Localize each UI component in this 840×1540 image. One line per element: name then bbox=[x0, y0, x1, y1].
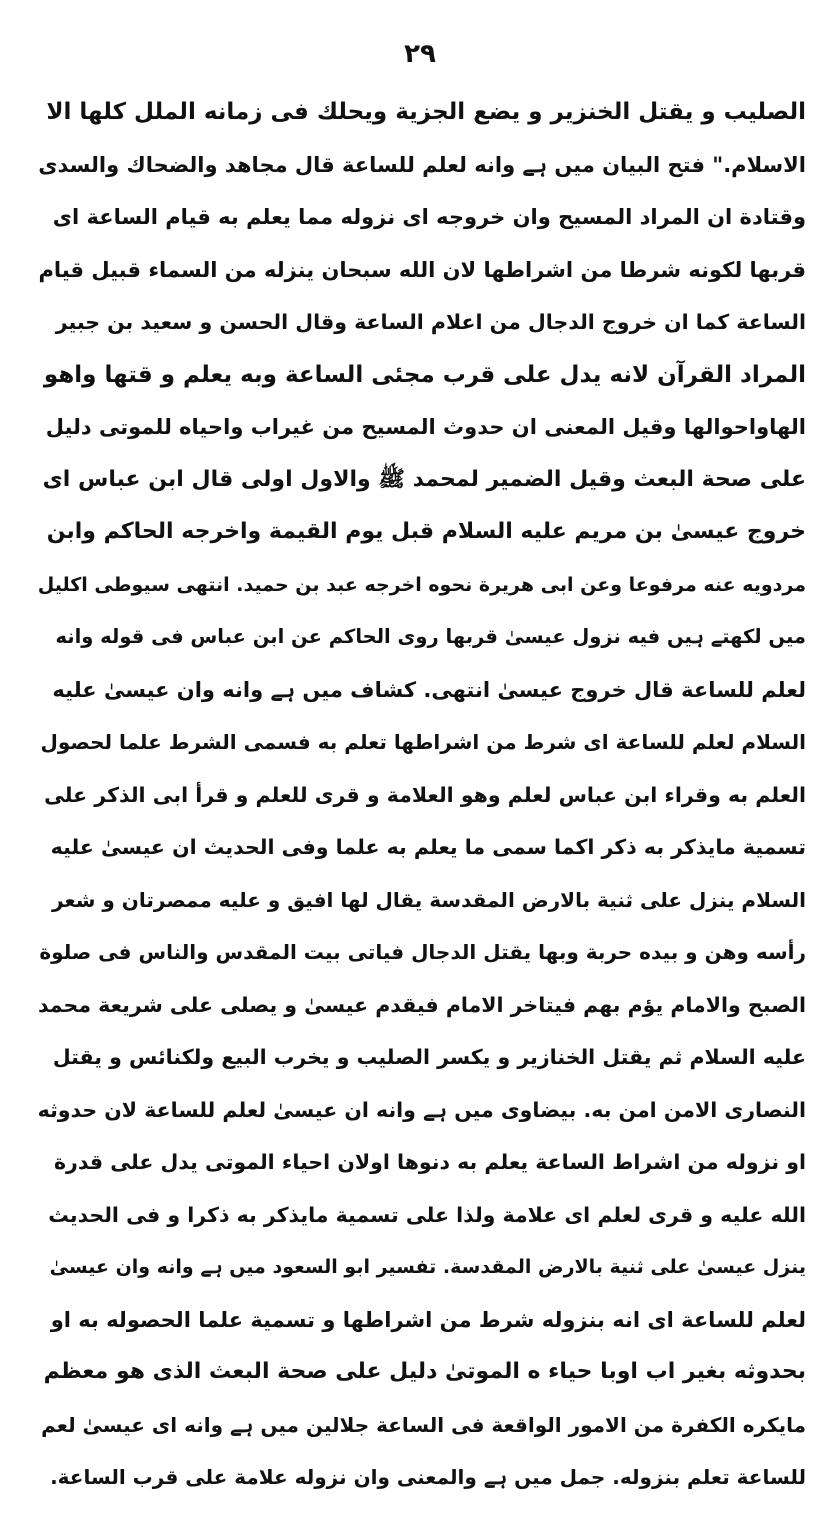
text-line: الصليب و يقتل الخنزير و يضع الجزية ويحلك فى زمانه الملل كلها الا bbox=[46, 99, 806, 125]
text-line: المراد القرآن لانه يدل على قرب مجئى الساعة وبه يعلم و قتها واهو bbox=[43, 361, 806, 388]
text-line: مايكره الكفرة من الامور الواقعة فى الساعة جلالين میں ہے وانه اى عيسىٰ لعم bbox=[41, 1412, 806, 1437]
text-line: الاسلام." فتح البيان میں ہے وانه لعلم للساعة قال مجاهد والضحاك والسدى bbox=[38, 152, 806, 177]
text-line: الساعة كما ان خروج الدجال من اعلام الساعة وقال الحسن و سعيد بن جبير bbox=[55, 310, 806, 334]
text-line: تسمية مايذكر به ذكر اكما سمى ما يعلم به علما وفى الحديث ان عيسىٰ عليه bbox=[50, 835, 806, 859]
text-line: لعلم للساعة قال خروج عيسىٰ انتهى. كشاف میں ہے وانه وان عيسىٰ عليه bbox=[52, 677, 806, 702]
text-line: السلام لعلم للساعة اى شرط من اشراطها تعلم به فسمى الشرط علما لحصول bbox=[40, 730, 806, 754]
text-line: ينزل عيسىٰ على ثنية بالارض المقدسة. تفسير ابو السعود میں ہے وانه وان عيسىٰ bbox=[49, 1256, 806, 1278]
text-line: الصبح والامام يؤم بهم فيتاخر الامام فيقدم عيسىٰ و يصلى على شريعة محمد bbox=[38, 992, 806, 1017]
page-number: ۲۹ bbox=[404, 39, 436, 69]
text-line: او نزوله من اشراط الساعة يعلم به دنوها اولان احياء الموتى يدل على قدرة bbox=[53, 1150, 806, 1174]
text-line: عليه السلام ثم يقتل الخنازير و يكسر الصليب و يخرب البيع ولكنائس و يقتل bbox=[52, 1045, 806, 1069]
text-line: على صحة البعث وقيل الضمير لمحمد ﷺ والاول اولى قال ابن عباس اى bbox=[42, 466, 806, 492]
text-line: رأسه وهن و بيده حربة وبها يقتل الدجال فياتى بيت المقدس والناس فى صلوة bbox=[39, 940, 806, 964]
text-line: الله عليه و قرى لعلم اى علامة ولذا على تسمية مايذكر به ذكرا و فى الحديث bbox=[48, 1202, 806, 1227]
text-line: خروج عيسىٰ بن مريم عليه السلام قبل يوم القيمة واخرجه الحاكم وابن bbox=[46, 519, 806, 544]
text-line: لعلم للساعة اى انه بنزوله شرط من اشراطها و تسمية علما الحصوله به او bbox=[50, 1307, 806, 1332]
text-line: میں لکھتے ہیں فيه نزول عيسىٰ قربها روى الحاكم عن ابن عباس فى قوله وانه bbox=[55, 625, 806, 648]
text-line: الهاواحوالها وقيل المعنى ان حدوث المسيح من غيراب واحياه للموتى دليل bbox=[45, 415, 806, 439]
text-line: العلم به وقراء ابن عباس لعلم وهو العلامة و قرى للعلم و قرأ ابى الذكر على bbox=[44, 782, 806, 807]
text-line: النصارى الامن امن به. بيضاوى میں ہے وانه ان عيسىٰ لعلم للساعة لان حدوثه bbox=[38, 1097, 806, 1122]
text-line: قربها لكونه شرطا من اشراطها لان الله سبحان ينزله من السماء قبيل قيام bbox=[38, 257, 806, 282]
page-text bbox=[38, 86, 806, 1504]
text-line: للساعة تعلم بنزوله. جمل میں ہے والمعنى وان نزوله علامة على قرب الساعة. bbox=[50, 1465, 806, 1489]
text-line: وقتادة ان المراد المسيح وان خروجه اى نزوله مما يعلم به قيام الساعة اى bbox=[52, 205, 806, 229]
text-line: السلام ينزل على ثنية بالارض المقدسة يقال لها افيق و عليه ممصرتان و شعر bbox=[52, 887, 806, 912]
text-line: بحدوثه بغير اب اوبا حياء ه الموتىٰ دليل على صحة البعث الذى هو معظم bbox=[43, 1359, 806, 1384]
text-line: مردويه عنه مرفوعا وعن ابى هريرة نحوه اخرجه عبد بن حميد. انتهى سيوطى اكليل bbox=[38, 573, 806, 596]
